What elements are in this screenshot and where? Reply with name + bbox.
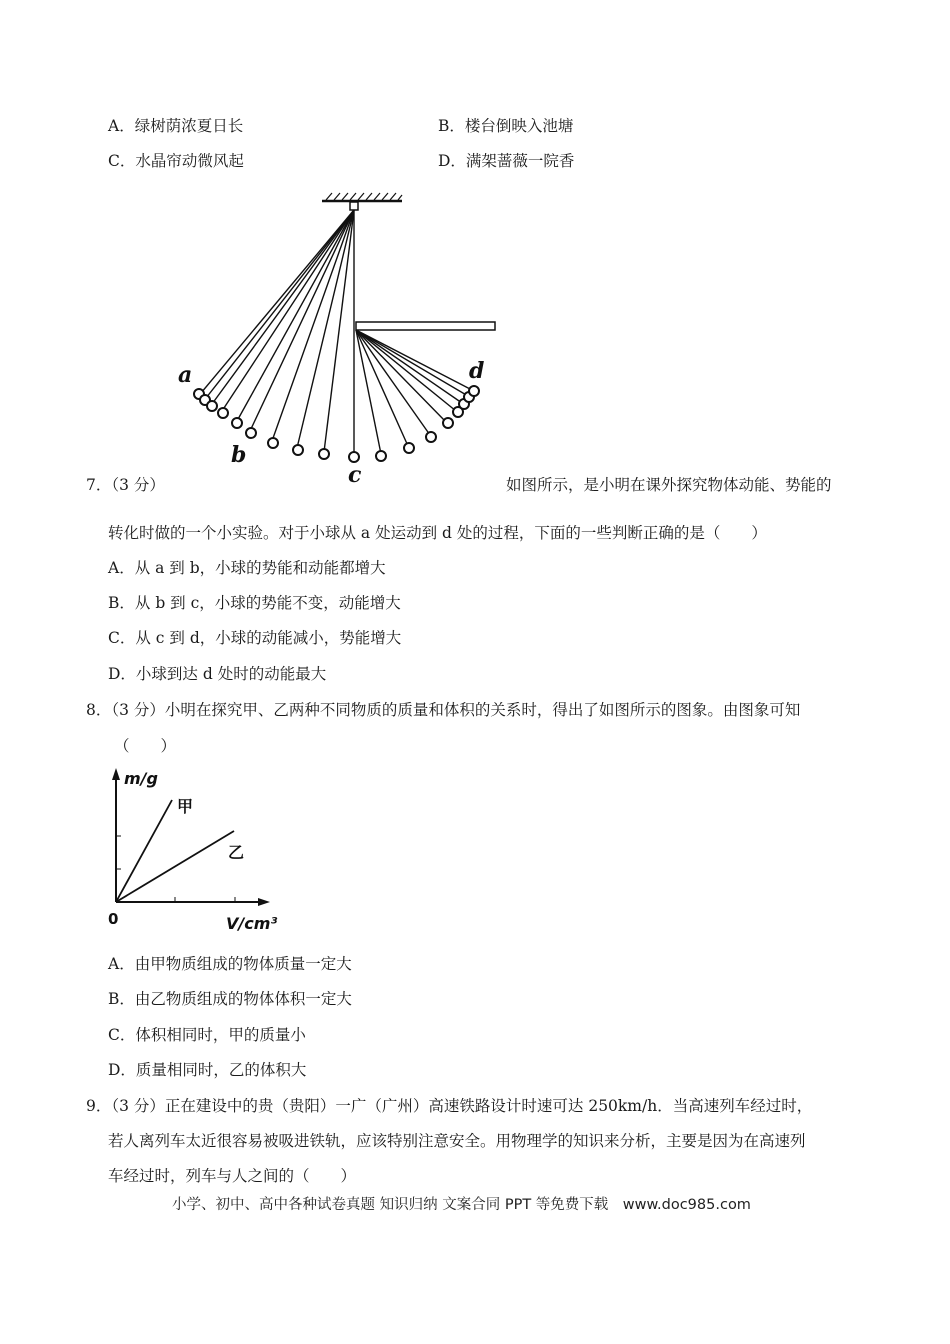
x-axis-label: V/cm³ [226, 914, 278, 933]
q6-option-b: B．楼台倒映入池塘 [438, 117, 574, 135]
q9-stem-line2: 若人离列车太近很容易被吸进铁轨，应该特别注意安全。用物理学的知识来分析，主要是因为在高速列 [108, 1132, 806, 1150]
q6-option-d: D．满架蔷薇一院香 [438, 152, 575, 170]
q8-stem-line1: 8．（3 分）小明在探究甲、乙两种不同物质的质量和体积的关系时，得出了如图所示的图象。由图象可知 [86, 701, 801, 719]
line-jia-label: 甲 [177, 797, 194, 816]
q8-stem-line2: （ ） [114, 737, 177, 755]
q8-option-d: D．质量相同时，乙的体积大 [108, 1061, 307, 1079]
pendulum-figure [170, 190, 510, 490]
label-a: a [178, 362, 193, 388]
origin-label: 0 [108, 910, 119, 928]
q7-stem-line2: 转化时做的一个小实验。对于小球从 a 处运动到 d 处的过程，下面的一些判断正确的是（ ） [108, 524, 767, 542]
q6-option-c: C．水晶帘动微风起 [108, 152, 244, 170]
q6-option-a: A．绿树荫浓夏日长 [108, 117, 244, 135]
q7-option-c: C．从 c 到 d，小球的动能减小，势能增大 [108, 629, 402, 647]
label-d: d [469, 358, 485, 384]
q7-option-d: D．小球到达 d 处时的动能最大 [108, 665, 327, 683]
q9-stem-line3: 车经过时，列车与人之间的（ ） [108, 1167, 357, 1185]
line-jia [116, 800, 172, 902]
q8-option-c: C．体积相同时，甲的质量小 [108, 1026, 306, 1044]
q7-stem-line1: 如图所示，是小明在课外探究物体动能、势能的 [506, 476, 832, 494]
mass-volume-graph [100, 760, 290, 935]
y-axis-label: m/g [124, 769, 158, 788]
q8-option-a: A．由甲物质组成的物体质量一定大 [108, 955, 352, 973]
q7-option-b: B．从 b 到 c，小球的势能不变，动能增大 [108, 594, 401, 612]
q9-stem-line1: 9．（3 分）正在建设中的贵（贵阳）一广（广州）高速铁路设计时速可达 250km/h．当高速列车经过时， [86, 1097, 813, 1115]
line-yi [116, 831, 234, 902]
label-c: c [348, 462, 362, 488]
q7-option-a: A．从 a 到 b，小球的势能和动能都增大 [108, 559, 386, 577]
page-footer: 小学、初中、高中各种试卷真题 知识归纳 文案合同 PPT 等免费下载 www.doc985.com [172, 1197, 751, 1213]
q8-option-b: B．由乙物质组成的物体体积一定大 [108, 990, 352, 1008]
label-b: b [231, 442, 247, 468]
line-yi-label: 乙 [228, 843, 245, 862]
q7-number: 7．（3 分） [86, 476, 165, 494]
